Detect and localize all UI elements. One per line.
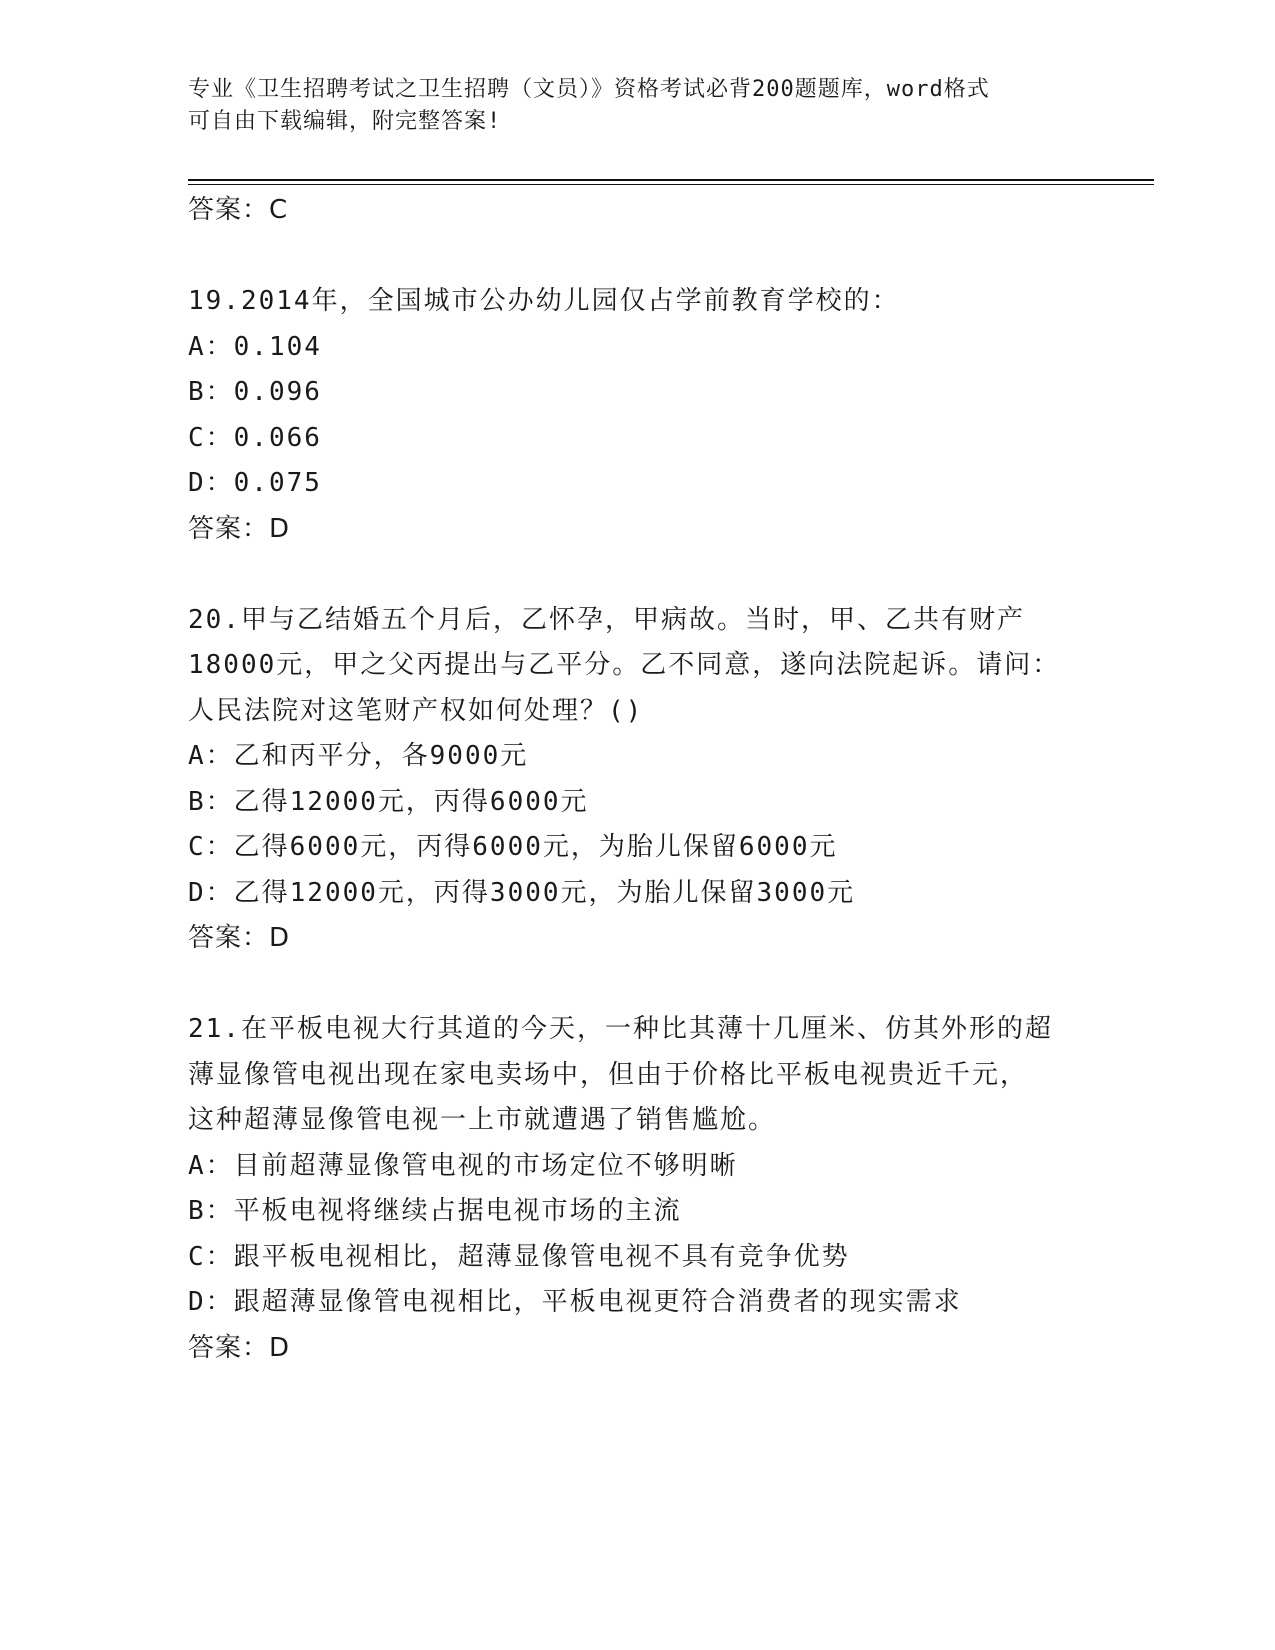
question-stem: 18000元，甲之父丙提出与乙平分。乙不同意，遂向法院起诉。请问： <box>188 650 1061 680</box>
answer: 答案：D <box>188 1332 291 1363</box>
question-list <box>188 188 1088 1371</box>
option-b: B：0.096 <box>188 377 322 407</box>
option-c: C：0.066 <box>188 422 322 453</box>
question-20 <box>188 598 1088 962</box>
previous-answer: 答案：C <box>188 195 289 225</box>
option-c: C：跟平板电视相比，超薄显像管电视不具有竞争优势 <box>188 1241 850 1272</box>
question-19 <box>188 279 1088 552</box>
option-d: D：乙得12000元，丙得3000元，为胎儿保留3000元 <box>188 877 856 908</box>
answer: 答案：D <box>188 923 291 953</box>
option-d: D：0.075 <box>188 468 322 498</box>
spacer <box>188 962 1088 1008</box>
spacer <box>188 234 1088 280</box>
header-divider-thick <box>188 179 1154 181</box>
question-stem: 20.甲与乙结婚五个月后，乙怀孕，甲病故。当时，甲、乙共有财产 <box>188 604 1025 635</box>
document-header <box>188 74 1088 138</box>
question-stem: 这种超薄显像管电视一上市就遭遇了销售尴尬。 <box>188 1105 777 1135</box>
option-c: C：乙得6000元，丙得6000元，为胎儿保留6000元 <box>188 832 838 862</box>
option-a: A：目前超薄显像管电视的市场定位不够明晰 <box>188 1150 738 1181</box>
option-a: A：0.104 <box>188 331 322 362</box>
option-b: B：乙得12000元，丙得6000元 <box>188 786 589 817</box>
header-title-line-2: 可自由下载编辑，附完整答案! <box>188 109 502 134</box>
question-21 <box>188 1007 1088 1371</box>
option-d: D：跟超薄显像管电视相比，平板电视更符合消费者的现实需求 <box>188 1287 962 1317</box>
answer: 答案：D <box>188 513 291 544</box>
question-stem: 21.在平板电视大行其道的今天，一种比其薄十几厘米、仿其外形的超 <box>188 1014 1053 1044</box>
question-stem: 人民法院对这笔财产权如何处理？() <box>188 695 644 726</box>
option-a: A：乙和丙平分，各9000元 <box>188 741 529 771</box>
question-stem: 19.2014年，全国城市公办幼儿园仅占学前教育学校的： <box>188 286 900 316</box>
option-b: B：平板电视将继续占据电视市场的主流 <box>188 1196 682 1226</box>
question-stem: 薄显像管电视出现在家电卖场中，但由于价格比平板电视贵近千元， <box>188 1059 1029 1090</box>
header-divider-thin <box>188 184 1154 185</box>
header-title-line-1: 专业《卫生招聘考试之卫生招聘（文员）》资格考试必背200题题库，word格式 <box>188 77 990 102</box>
spacer <box>188 552 1088 598</box>
